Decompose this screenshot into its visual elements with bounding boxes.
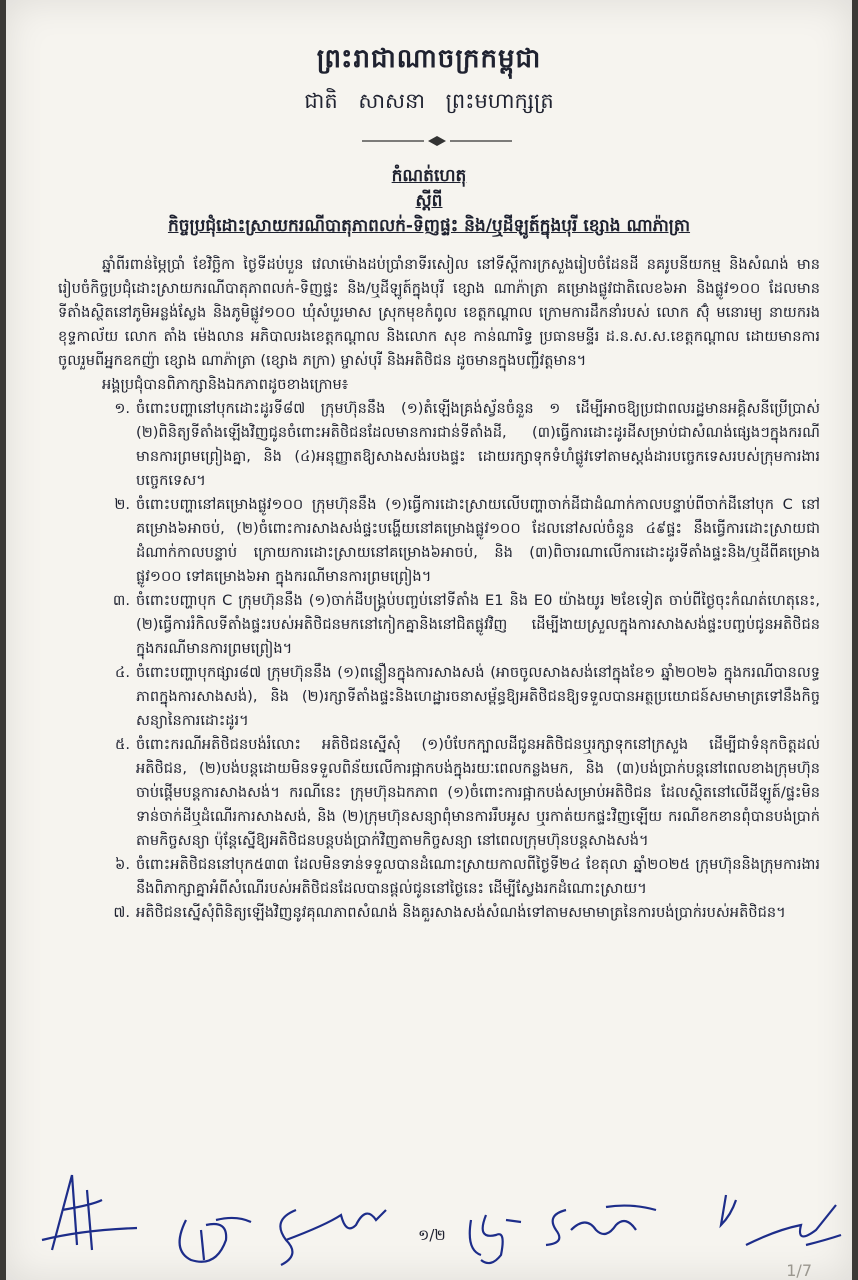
signature-3 [266, 1195, 396, 1275]
item-number: ៧. [113, 904, 130, 921]
decision-item [58, 901, 820, 925]
intro-paragraph: ឆ្នាំពីរពាន់ម្ភៃប្រាំ ខែវិច្ឆិកា ថ្ងៃទីដប់បួន វេលាម៉ោងដប់ប្រាំនាទីរសៀល នៅទីស្ដីការក្រសួងរៀបចំដែនដី នគរូបនីយកម្ម និងសំណង់ មានរៀបចំកិច្ចប្រជុំដោះស្រាយករណីបាតុភាពលក់-ទិញផ្ទះ និង/ឬដីឡូត៍ក្នុងបុរី ខ្សោង ណាភ៉ាត្រា គម្រោងផ្លូវជាតិលេខ៦អា និងផ្លូវ១០០ ដែលមានទីតាំងស្ថិតនៅភូមិអន្លង់ស្លែង និងភូមិផ្លូវ១០០ ឃុំសំបួរមាស ស្រុកមុខកំពូល ខេត្តកណ្ដាល ក្រោមការដឹកនាំរបស់ លោក ស៊ុំ មនោរម្យ នាយករងខុទ្ទកាល័យ លោក តាំង ម៉េងលាន អភិបាលរងខេត្តកណ្ដាល និងលោក សុខ កាន់ណារិទ្ធ ប្រធានមន្ទីរ ដ.ន.ស.ស.ខេត្តកណ្ដាល ដោយមានការចូលរួមពីអ្នកឧកញ៉ា ខ្សោង ណាភ៉ាត្រា (ខ្សោង ភក្រា) ម្ចាស់បុរី និងអតិថិជន ដូចមានក្នុងបញ្ជីវត្តមាន។ [58, 256, 820, 369]
decision-list [58, 397, 820, 925]
signature-6 [706, 1185, 846, 1270]
kingdom-heading: ព្រះរាជាណាចក្រកម្ពុជា [316, 44, 542, 74]
document-body [58, 253, 820, 925]
item-text: ចំពោះករណីអតិថិជនបង់រំលោះ អតិថិជនស្នើសុំ (១)បំបែកក្បាលដីជូនអតិថិជនឬរក្សាទុកនៅក្រសួង ដើម្បីជាទំនុកចិត្តដល់អតិថិជន, (២)បង់បន្តដោយមិនទទួលពិន័យលើការផ្អាកបង់ក្នុងរយៈពេលកន្លងមក, និង (៣)បង់ប្រាក់បន្តនៅពេលខាងក្រុមហ៊ុនចាប់ផ្ដើមបន្តការសាងសង់។ ករណីនេះ ក្រុមហ៊ុនឯកភាព (១)ចំពោះការផ្អាកបង់សម្រាប់អតិថិជន ដែលស្ថិតនៅលើដីឡូត៍/ផ្ទះមិនទាន់ចាក់ដីឬដំណើរការសាងសង់, និង (២)ក្រុមហ៊ុនសន្យាពុំមានការរឹបអូស ឬរកាត់យកផ្ទះវិញឡើយ ករណីខកខានពុំបានបង់ប្រាក់តាមកិច្ចសន្យា ប៉ុន្តែស្នើឱ្យអតិថិជនបន្តបង់ប្រាក់វិញតាមកិច្ចសន្យា នៅពេលក្រុមហ៊ុនបន្តសាងសង់។ [136, 736, 820, 849]
decision-item [58, 853, 820, 901]
item-number: ២. [114, 496, 130, 513]
image-counter: 1/7 [786, 1261, 812, 1280]
document-about: ស្ដីពី [415, 191, 443, 211]
item-text: ចំពោះបញ្ហានៅគម្រោងផ្លូវ១០០ ក្រុមហ៊ុននឹង (១)ធ្វើការដោះស្រាយលើបញ្ហាចាក់ដីជាដំណាក់កាលបន្ទាប់ពីចាក់ដីនៅបុក C នៅគម្រោង៦អាចប់, (២)ចំពោះការសាងសង់ផ្ទះបង្ហើយនៅគម្រោងផ្លូវ១០០ ដែលនៅសល់ចំនួន ៤៩ផ្ទះ នឹងធ្វើការដោះស្រាយជាដំណាក់កាលបន្ទាប់ ក្រោយការដោះស្រាយនៅគម្រោង៦អាចប់, និង (៣)ពិចារណាលើការដោះដូរទីតាំងផ្ទះនិង/ឬដីពីគម្រោងផ្លូវ១០០ ទៅគម្រោង៦អា ក្នុងករណីមានការព្រមព្រៀង។ [136, 496, 820, 585]
decision-item [58, 733, 820, 853]
item-number: ៥. [115, 736, 130, 753]
signature-5 [536, 1195, 666, 1255]
decision-item [58, 589, 820, 661]
document-subject: កិច្ចប្រជុំដោះស្រាយករណីបាតុភាពលក់-ទិញផ្ទះ និង/ឬដីឡូត៍ក្នុងបុរី ខ្សោង ណាភ៉ាត្រា [167, 216, 691, 236]
item-number: ៤. [115, 664, 130, 681]
item-number: ៣. [112, 592, 130, 609]
item-text: ចំពោះអតិថិជននៅបុក៥៣៣ ដែលមិនទាន់ទទួលបានដំណោះស្រាយកាលពីថ្ងៃទី២៤ ខែតុលា ឆ្នាំ២០២៥ ក្រុមហ៊ុននិងក្រុមការងារនឹងពិភាក្សាគ្នាអំពីសំណើរបស់អតិថិជនដែលបានផ្ដល់ជូននៅថ្ងៃនេះ ដើម្បីស្វែងរកដំណោះស្រាយ។ [136, 856, 820, 897]
item-text: ចំពោះបញ្ហាបុកផ្សារ៨៧ ក្រុមហ៊ុននឹង (១)ពន្លឿនក្នុងការសាងសង់ (អាចចូលសាងសង់នៅក្នុងខែ១ ឆ្នាំ២០២៦ ក្នុងករណីបានលទ្ធភាពក្នុងការសាងសង់), និង (២)រក្សាទីតាំងផ្ទះនិងហេដ្ឋារចនាសម្ព័ន្ធឱ្យអតិថិជនឱ្យទទួលបានអត្ថប្រយោជន៍សមាមាត្រទៅនឹងកិច្ចសន្យានៃការដោះដូរ។ [136, 664, 820, 729]
document-page [6, 0, 852, 1280]
national-motto: ជាតិ សាសនា ព្រះមហាក្សត្រ [304, 89, 554, 113]
decisions-lead: អង្គប្រជុំបានពិភាក្សានិងឯកភាពដូចខាងក្រោម៖ [102, 376, 349, 393]
page-number: ១/២ [418, 1226, 446, 1244]
signature-4 [461, 1200, 531, 1270]
decision-item [58, 661, 820, 733]
decision-item [58, 397, 820, 493]
document-title: កំណត់ហេតុ [391, 166, 467, 186]
ornament-divider [362, 134, 512, 148]
signature-row [6, 1170, 852, 1280]
item-number: ៦. [115, 856, 130, 873]
signature-2 [166, 1200, 256, 1275]
item-text: អតិថិជនស្នើសុំពិនិត្យឡើងវិញនូវគុណភាពសំណង់ និងគួរសាងសង់សំណង់ទៅតាមសមាមាត្រនៃការបង់ប្រាក់របស់អតិថិជន។ [136, 904, 786, 921]
item-text: ចំពោះបញ្ហាបុក C ក្រុមហ៊ុននឹង (១)ចាក់ដីបង្គ្រប់បញ្ចប់នៅទីតាំង E1 និង E0 យ៉ាងយូរ ២ខែទៀត ចាប់ពីថ្ងៃចុះកំណត់ហេតុនេះ, (២)ធ្វើការរំកិលទីតាំងផ្ទះរបស់អតិថិជនមកនៅកៀកគ្នានិងនៅជិតផ្លូវវិញ ដើម្បីងាយស្រួលក្នុងការសាងសង់ផ្ទះបញ្ចប់ជូនអតិថិជន ក្នុងករណីមានការព្រមព្រៀង។ [136, 592, 820, 657]
item-number: ១. [114, 400, 130, 417]
item-text: ចំពោះបញ្ហានៅបុកដោះដូរទី៨៧ ក្រុមហ៊ុននឹង (១)តំឡើងគ្រង់ស្វ័នចំនួន ១ ដើម្បីអាចឱ្យប្រជាពលរដ្ឋមានអគ្គិសនីប្រើប្រាស់ (២)ពិនិត្យទីតាំងឡើងវិញជូនចំពោះអតិថិជនដែលមានការជាន់ទីតាំងដី, (៣)ធ្វើការដោះដូរដីសម្រាប់ជាសំណង់ផ្សេងៗក្នុងករណីមានការព្រមព្រៀងគ្នា, និង (៤)អនុញ្ញាតឱ្យសាងសង់របងផ្ទះ ដោយរក្សាទុកទំហំផ្លូវទៅតាមស្ដង់ដារបច្ចេកទេសរបស់ក្រុមការងារបច្ចេកទេស។ [136, 400, 820, 489]
signature-1 [32, 1170, 142, 1270]
decision-item [58, 493, 820, 589]
